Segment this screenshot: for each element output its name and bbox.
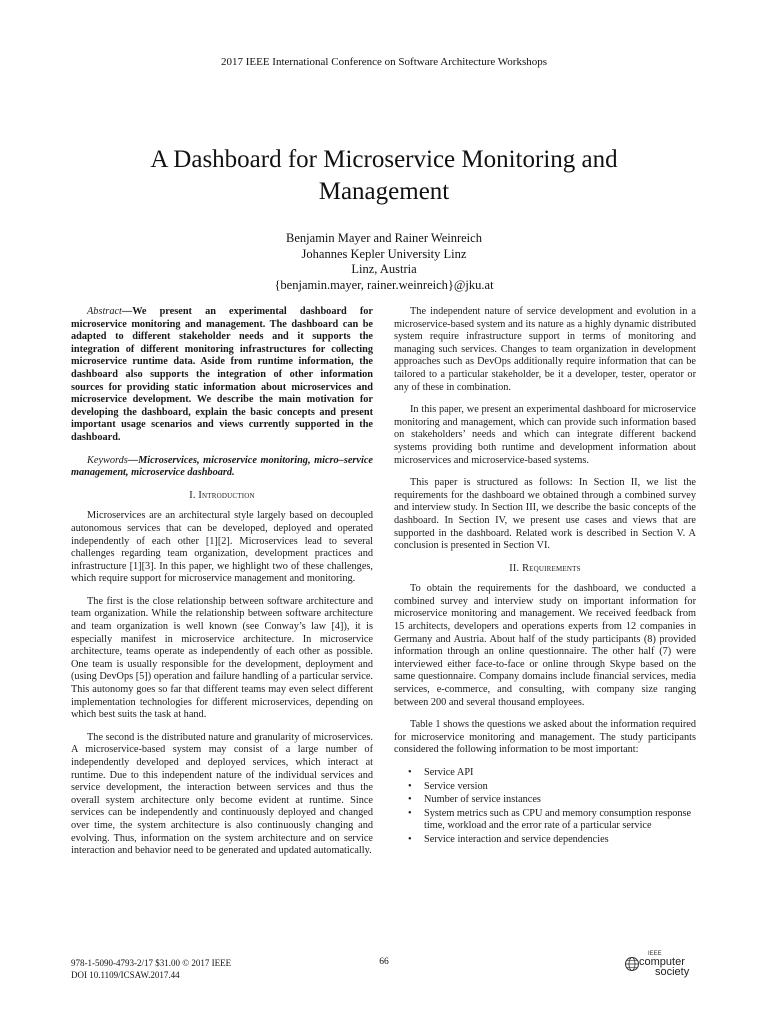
globe-icon <box>624 956 640 972</box>
abstract-label: Abstract <box>87 306 122 317</box>
right-column <box>394 306 696 848</box>
logo-text-ieee: IEEE <box>648 951 662 957</box>
conference-header: 2017 IEEE International Conference on Software Architecture Workshops <box>220 56 548 68</box>
paragraph: Microservices are an architectural style largely based on decoupled autonomous services that can be developed, deployed and operated independently of each other [1][2]. Microservices lead to several challenges regarding team organization, development practices and infrastructure [1][3]. In this paper, we highlight two of these challenges, which require support for microservice management and monitoring. <box>71 510 373 585</box>
section-title: Requirements <box>522 562 581 574</box>
paragraph: The second is the distributed nature and granularity of microservices. A microservice-based system may consist of a large number of independently developed and deployed services, which interact at runtime. Due to this independent nature of the individual services and service development, the interaction between services and thus the overall system architecture only become evident at runtime. Since services can be independently and continuously deployed and changed over time, the system architecture is also continuously changing and evolving. Thus, information on the system architecture and on service interaction and behavior need to be generated and updated automatically. <box>71 731 373 857</box>
footer-publication-info <box>71 957 231 981</box>
left-column <box>71 306 373 868</box>
list-item: • Service version <box>408 780 488 792</box>
paragraph: This paper is structured as follows: In Section II, we list the requirements for the dashboard we obtained through a combined survey and interview study. In Section III, we describe the basic concepts of the dashboard. In Section IV, we present use cases and views that are supported in the dashboard. Related work is described in Section V. A conclusion is presented in Section VI. <box>394 477 696 552</box>
keywords <box>71 455 373 480</box>
list-item: • Service API <box>408 767 474 778</box>
bullet-icon: • <box>408 833 412 845</box>
author-affiliation: Johannes Kepler University Linz <box>301 246 467 261</box>
section-heading-introduction <box>71 490 373 503</box>
footer-doi: DOI 10.1109/ICSAW.2017.44 <box>71 970 180 980</box>
bullet-icon: • <box>408 794 412 806</box>
author-location: Linz, Austria <box>351 262 417 276</box>
paragraph: To obtain the requirements for the dashboard, we conducted a combined survey and interview study on important information for microservice monitoring and management. We received feedback from 15 architects, developers and operations experts from 12 companies in Germany and Austria. About half of the study participants (8) provided information through an online questionnaire. The other half (7) were interviewed either face-to-face or online through Skype based on the same questionnaire. Company domains include financial services, media services, e-commerce, and consulting, with company size ranging between 200 and several thousand employees. <box>394 583 696 708</box>
section-number: II. <box>509 562 520 574</box>
ieee-computer-society-logo <box>624 952 704 982</box>
bullet-icon: • <box>408 780 412 792</box>
logo-text-computer: computer <box>639 956 685 968</box>
page-number: 66 <box>379 957 389 967</box>
section-heading-requirements <box>394 563 696 576</box>
paragraph: The first is the close relationship between software architecture and team organization. While the relationship between software architecture and team organization is well known (see Conway’s law [4]), it is especially manifest in microservice architecture. In microservice architecture, teams operate as independently of each other as possible. One team is usually responsible for the development, deployment and (using DevOps [5]) operation and failure handling of a particular service. This autonomy goes so far that different teams may even select different implementation technologies for different microservices, depending on which best suits the task at hand. <box>71 595 373 721</box>
section-number: I. <box>189 489 196 501</box>
abstract-text: —We present an experimental dashboard for microservice monitoring and management. The dashboard can be adapted to different stakeholder needs and it supports the integration of different monitoring infrastructures for collecting microservice runtime data. Aside from runtime information, the dashboard also supports the integration of other information sources for providing static information about microservices and microservice development. We describe the main motivation for developing the dashboard, explain the basic concepts and present important usage scenarios and views currently supported in the dashboard. <box>71 306 373 443</box>
list-item: • Service interaction and service dependencies <box>408 833 609 845</box>
logo-text-society: society <box>655 966 690 978</box>
list-item: • Number of service instances <box>408 794 541 806</box>
footer-isbn: 978-1-5090-4793-2/17 $31.00 © 2017 IEEE <box>71 958 232 968</box>
abstract <box>71 306 373 445</box>
keywords-text: —Microservices, microservice monitoring, micro–service management, microservice dashboard. <box>71 454 373 479</box>
author-email: {benjamin.mayer, rainer.weinreich}@jku.at <box>274 277 494 292</box>
author-names: Benjamin Mayer and Rainer Weinreich <box>286 231 482 245</box>
paper-title: A Dashboard for Microservice Monitoring and Management <box>150 146 618 205</box>
paragraph: In this paper, we present an experimental dashboard for microservice monitoring and management, which can provide such information based on stakeholders’ needs and which can integrate different backend systems providing both runtime and development information about microservices and microservice-based systems. <box>394 404 696 466</box>
requirements-list <box>394 767 696 847</box>
list-item: • System metrics such as CPU and memory consumption response time, workload and the error rate of a particular service <box>408 807 692 832</box>
bullet-icon: • <box>408 767 412 778</box>
keywords-label: Keywords <box>87 454 128 466</box>
bullet-icon: • <box>408 807 412 819</box>
section-title: Introduction <box>198 489 255 501</box>
author-block <box>0 231 768 293</box>
paragraph: Table 1 shows the questions we asked about the information required for microservice monitoring and management. The study participants considered the following information to be most important: <box>394 719 696 756</box>
paragraph: The independent nature of service development and evolution in a microservice-based system and its nature as a highly dynamic distributed system require infrastructure support in terms of monitoring and managing such services. Changes to team organization in development approaches such as DevOps additionally require information that can be tailored to a particular stakeholder, be it a developer, tester, operator or any of these in combination. <box>394 306 696 393</box>
